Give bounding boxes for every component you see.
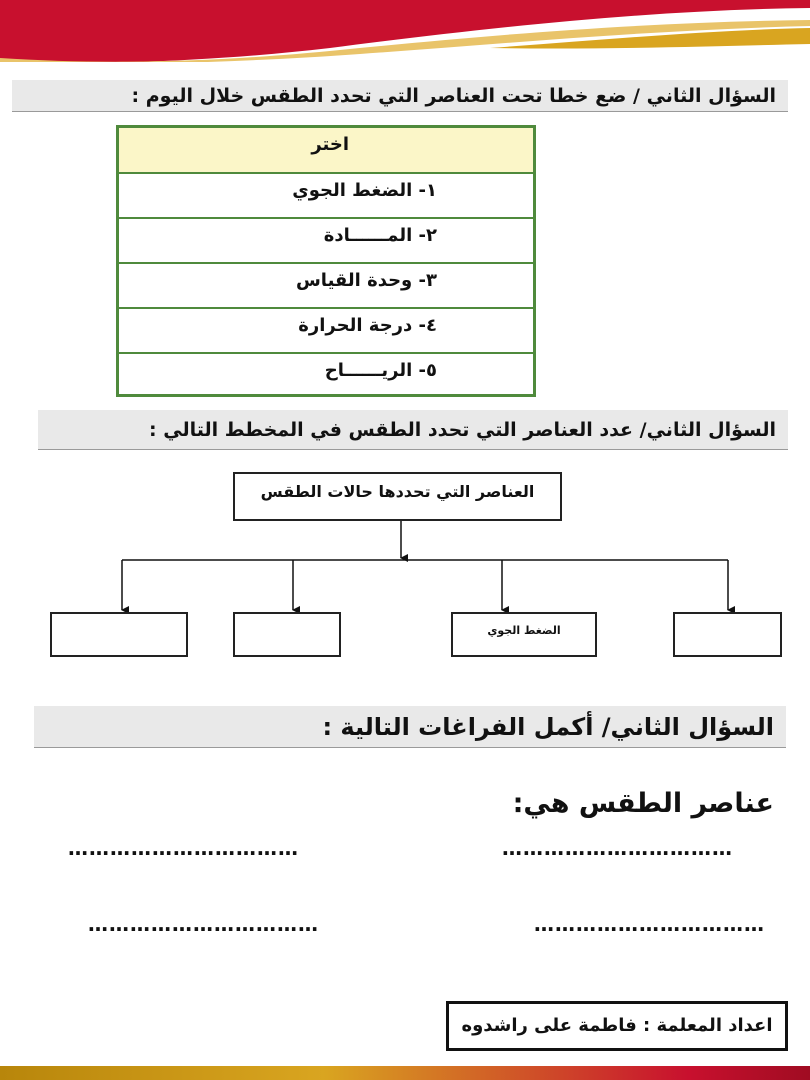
diagram-answer-box-1[interactable] bbox=[673, 612, 782, 657]
question1-title: السؤال الثاني / ضع خطا تحت العناصر التي تحدد الطقس خلال اليوم : bbox=[12, 80, 788, 112]
blank-line-3[interactable]: …………………………… bbox=[534, 912, 765, 936]
question3-title: السؤال الثاني/ أكمل الفراغات التالية : bbox=[34, 706, 786, 748]
blank-line-4[interactable]: …………………………… bbox=[88, 912, 319, 936]
diagram-root-box: العناصر التي تحددها حالات الطقس bbox=[233, 472, 562, 521]
question2-title: السؤال الثاني/ عدد العناصر التي تحدد الطقس في المخطط التالي : bbox=[38, 410, 788, 450]
choice-item-1[interactable]: ١- الضغط الجوي bbox=[119, 174, 533, 219]
choice-item-2[interactable]: ٢- المــــــادة bbox=[119, 219, 533, 264]
choice-item-5[interactable]: ٥- الريــــــاح bbox=[324, 360, 437, 381]
footer-decoration bbox=[0, 1066, 810, 1080]
diagram-answer-box-2[interactable]: الضغط الجوي bbox=[451, 612, 597, 657]
diagram-answer-box-4[interactable] bbox=[50, 612, 188, 657]
teacher-credit: اعداد المعلمة : فاطمة على راشدوه bbox=[446, 1001, 788, 1051]
choice-item-3[interactable]: ٣- وحدة القياس bbox=[119, 264, 533, 309]
choice-item-4[interactable]: ٤- درجة الحرارة bbox=[119, 309, 533, 354]
choice-table bbox=[116, 125, 536, 397]
fill-prompt: عناصر الطقس هي: bbox=[512, 788, 774, 819]
blank-line-1[interactable]: …………………………… bbox=[502, 836, 733, 860]
table-header: اختر bbox=[119, 128, 533, 174]
diagram-connectors bbox=[0, 520, 810, 620]
diagram-answer-box-3[interactable] bbox=[233, 612, 341, 657]
blank-line-2[interactable]: …………………………… bbox=[68, 836, 299, 860]
header-decoration bbox=[0, 0, 810, 62]
